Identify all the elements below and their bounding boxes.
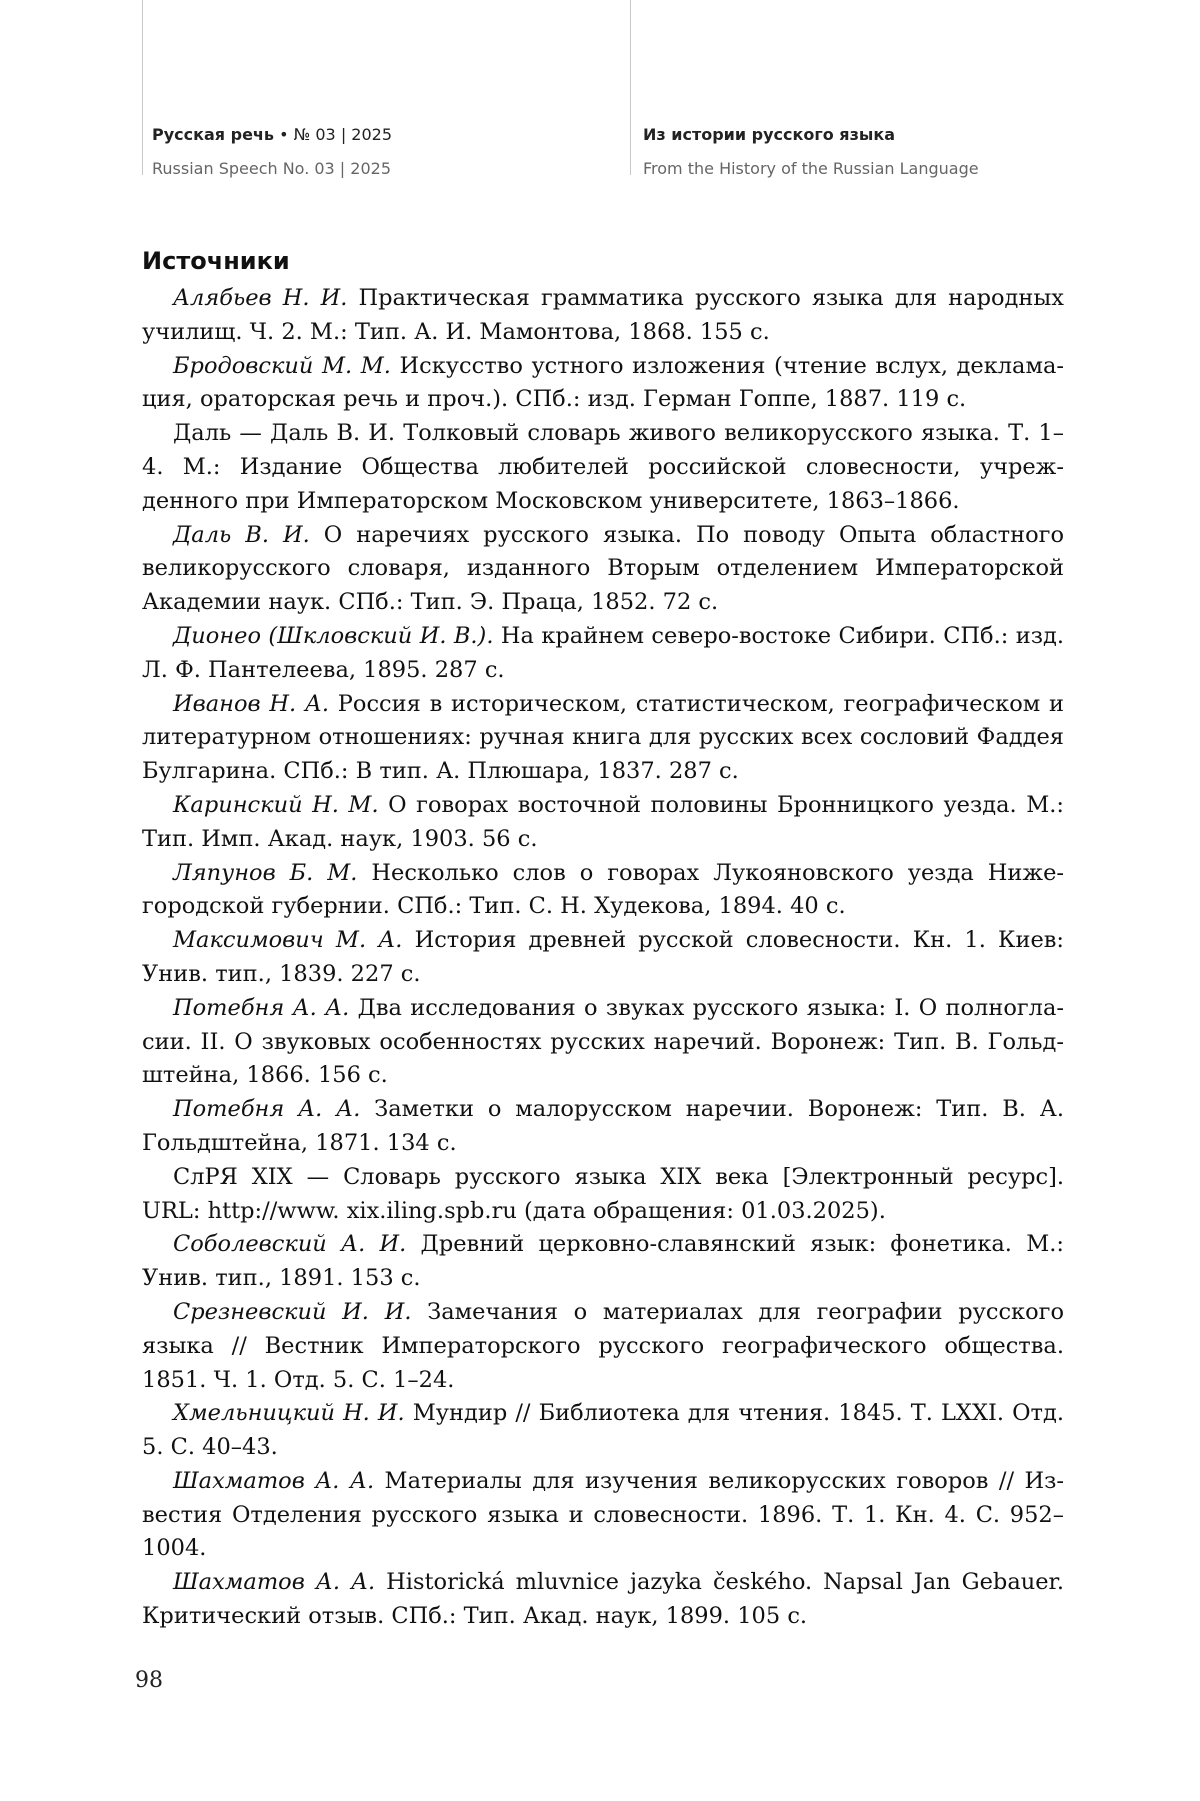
reference-item bbox=[142, 1161, 1064, 1229]
reference-text: Замечания о материалах для географии русского языка // Вестник Императорского русского географического общества. 1851. Ч. 1. Отд. 5. С. 1–24. bbox=[142, 1298, 1064, 1393]
reference-text: Россия в историческом, статистическом, географическом и литературном отношениях: ручная книга для русских всех сословий Фаддея Булгарина. СПб.: В тип. А. Плюшара, 1837. 287 с. bbox=[142, 690, 1064, 785]
header-divider-left bbox=[142, 0, 143, 175]
reference-author: Бродовский М. М. bbox=[173, 352, 391, 379]
reference-author: Алябьев Н. И. bbox=[173, 285, 348, 311]
reference-text: О говорах восточной половины Бронницкого уезда. М.: Тип. Имп. Акад. наук, 1903. 56 с. bbox=[142, 791, 1064, 852]
reference-text: Практическая грамматика русского языка для народных училищ. Ч. 2. М.: Тип. А. И. Мамонтова, 1868. 155 с. bbox=[142, 285, 1064, 345]
reference-item bbox=[142, 857, 1064, 925]
reference-text: Два исследования о звуках русского языка: I. О полногласии. II. О звуковых особенностях русских наречий. Воронеж: Тип. В. Гольдштейна, 1866. 156 с. bbox=[142, 994, 1064, 1089]
page-number: 98 bbox=[135, 1668, 163, 1693]
reference-item bbox=[142, 1397, 1064, 1465]
reference-author: Шахматов А. А. bbox=[173, 1569, 376, 1596]
reference-item bbox=[142, 1465, 1064, 1566]
reference-item bbox=[142, 688, 1064, 789]
journal-issue: • № 03 | 2025 bbox=[279, 125, 393, 144]
reference-author: Потебня А. А. bbox=[173, 1096, 361, 1123]
reference-item bbox=[142, 789, 1064, 857]
reference-author: Соболевский А. И. bbox=[173, 1231, 407, 1258]
journal-header bbox=[152, 124, 392, 180]
header-divider-right bbox=[630, 0, 631, 175]
reference-author: Иванов Н. А. bbox=[173, 690, 330, 717]
reference-item bbox=[142, 924, 1064, 992]
reference-text: Заметки о малорусском наречии. Воронеж: Тип. В. А. Гольдштейна, 1871. 134 с. bbox=[142, 1096, 1064, 1156]
section-header-title: Из истории русского языка bbox=[643, 125, 895, 144]
reference-item bbox=[142, 1093, 1064, 1161]
reference-author: Потебня А. А. bbox=[173, 994, 350, 1021]
reference-text: Несколько слов о говорах Лукояновского уезда Нижегородской губернии. СПб.: Тип. С. Н. Худекова, 1894. 40 с. bbox=[142, 859, 1064, 920]
journal-name: Русская речь bbox=[152, 125, 275, 144]
reference-item bbox=[142, 1566, 1064, 1634]
reference-list bbox=[142, 282, 1064, 1634]
reference-text: История древней русской словесности. Кн. 1. Киев: Унив. тип., 1839. 227 с. bbox=[142, 927, 1065, 987]
reference-text: Даль — Даль В. И. Толковый словарь живого великорусского языка. Т. 1–4. М.: Издание Общества любителей российской словесности, учрежденного при Императорском Московском университете, 1863–1866. bbox=[142, 420, 1064, 514]
reference-author: Даль В. И. bbox=[173, 521, 310, 548]
reference-author: Хмельницкий Н. И. bbox=[173, 1400, 405, 1427]
reference-item bbox=[142, 992, 1064, 1093]
section-header-subtitle: From the History of the Russian Language bbox=[643, 159, 979, 178]
reference-text: Материалы для изучения великорусских говоров // Известия Отделения русского языка и словесности. 1896. Т. 1. Кн. 4. С. 952–1004. bbox=[142, 1467, 1064, 1562]
reference-text: О наречиях русского языка. По поводу Опыта областного великорусского словаря, изданного Вторым отделением Императорской Академии наук. СПб.: Тип. Э. Праца, 1852. 72 с. bbox=[142, 521, 1064, 616]
sources-title: Источники bbox=[142, 247, 290, 275]
reference-text: СлРЯ XIX — Словарь русского языка XIX века [Электронный ресурс]. URL: http://www. xix.iling.spb.ru (дата обращения: 01.03.2025). bbox=[142, 1163, 1064, 1224]
reference-item bbox=[142, 417, 1064, 518]
reference-author: Ляпунов Б. М. bbox=[173, 859, 358, 886]
sources-section bbox=[142, 243, 1064, 1634]
reference-text: На крайнем северо-востоке Сибири. СПб.: изд. Л. Ф. Пантелеева, 1895. 287 с. bbox=[142, 622, 1064, 683]
reference-text: Древний церковно-славянский язык: фонетика. М.: Унив. тип., 1891. 153 с. bbox=[142, 1231, 1064, 1292]
reference-author: Дионео (Шкловский И. В.). bbox=[173, 622, 494, 649]
reference-item bbox=[142, 620, 1064, 688]
reference-text: Искусство устного изложения (чтение вслух, декламация, ораторская речь и проч.). СПб.: изд. Герман Гоппе, 1887. 119 с. bbox=[142, 352, 1064, 413]
reference-text: Historická mluvnice jazyka českého. Napsal Jan Gebauer. Критический отзыв. СПб.: Тип. Акад. наук, 1899. 105 с. bbox=[142, 1569, 1064, 1630]
reference-author: Срезневский И. И. bbox=[173, 1298, 412, 1325]
reference-author: Каринский Н. М. bbox=[173, 791, 379, 818]
reference-item bbox=[142, 1296, 1064, 1397]
reference-item bbox=[142, 519, 1064, 620]
reference-author: Шахматов А. А. bbox=[173, 1467, 375, 1494]
section-header bbox=[643, 124, 979, 180]
journal-subtitle: Russian Speech No. 03 | 2025 bbox=[152, 159, 391, 178]
reference-item bbox=[142, 350, 1064, 418]
journal-title-line bbox=[152, 124, 392, 146]
reference-item bbox=[142, 282, 1064, 350]
reference-item bbox=[142, 1228, 1064, 1296]
reference-text: Мундир // Библиотека для чтения. 1845. Т. LXXI. Отд. 5. С. 40–43. bbox=[142, 1400, 1064, 1461]
reference-author: Максимович М. А. bbox=[173, 927, 403, 954]
